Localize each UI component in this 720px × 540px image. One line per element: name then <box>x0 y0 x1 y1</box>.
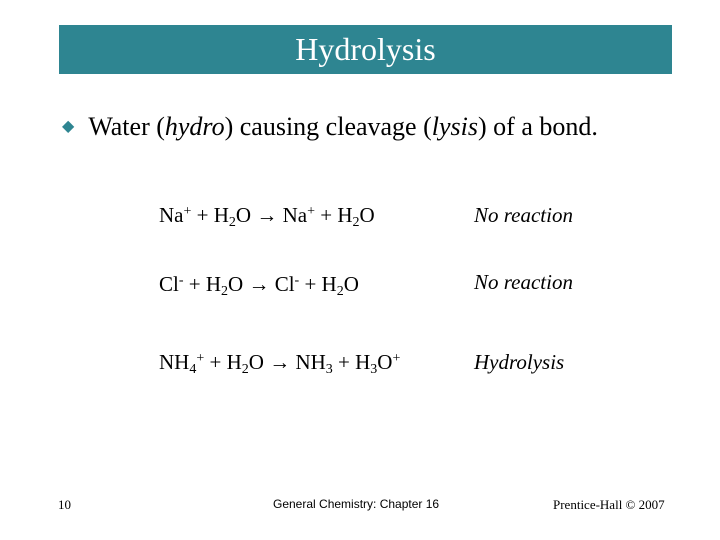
bullet-text-1: Water ( <box>88 112 165 141</box>
product-part: Na <box>282 203 308 227</box>
result-2: No reaction <box>474 270 573 294</box>
reactant-part: Cl <box>159 272 179 296</box>
product-part: + H <box>332 350 371 374</box>
result-3: Hydrolysis <box>474 350 565 374</box>
footer-publisher: Prentice-Hall © 2007 <box>553 497 665 512</box>
reactant-part: O <box>235 203 252 227</box>
product-part: 3 <box>325 362 333 377</box>
reactant-part: - <box>178 273 184 288</box>
slide-title: Hydrolysis <box>59 25 672 74</box>
result-1: No reaction <box>474 203 573 227</box>
bullet-point <box>62 112 598 142</box>
reaction-arrow: → <box>263 350 296 374</box>
bullet-term-lysis: lysis <box>431 112 478 141</box>
reactant-part: Na <box>159 203 184 227</box>
bullet-text-2: ) causing cleavage ( <box>224 112 432 141</box>
page-number: 10 <box>58 497 71 512</box>
reactant-part: 2 <box>241 362 249 377</box>
reactant-part: + <box>183 204 192 219</box>
reactant-part: + <box>196 351 205 366</box>
equation-1 <box>159 203 375 231</box>
product-part: O <box>343 272 359 296</box>
reactant-part: 4 <box>189 362 197 377</box>
reaction-arrow: → <box>243 272 275 296</box>
bullet-text-3: ) of a bond. <box>478 112 598 141</box>
product-part: O <box>359 203 375 227</box>
reactant-part: O <box>228 272 244 296</box>
footer-course: General Chemistry: Chapter 16 <box>273 497 440 511</box>
product-part: + H <box>299 272 337 296</box>
reactant-part: 2 <box>221 284 229 299</box>
reactant-part: O <box>248 350 264 374</box>
product-part: NH <box>295 350 326 374</box>
product-part: Cl <box>274 272 295 296</box>
product-part: - <box>294 273 300 288</box>
product-part: O <box>377 350 393 374</box>
product-part: 3 <box>370 362 378 377</box>
product-part: + <box>392 351 401 366</box>
product-part: 2 <box>352 215 360 230</box>
diamond-bullet-icon: ◆ <box>62 118 75 135</box>
reactant-part: 2 <box>228 215 236 230</box>
product-part: 2 <box>336 284 344 299</box>
product-part: + <box>307 204 315 219</box>
equation-2 <box>159 272 359 300</box>
reactant-part: + H <box>191 203 229 227</box>
bullet-term-hydro: hydro <box>164 112 225 141</box>
reactant-part: NH <box>159 350 190 374</box>
product-part: + H <box>315 203 353 227</box>
equation-3 <box>159 350 400 378</box>
reactant-part: + H <box>204 350 242 374</box>
reactant-part: + H <box>183 272 222 296</box>
reaction-arrow: → <box>251 203 283 227</box>
